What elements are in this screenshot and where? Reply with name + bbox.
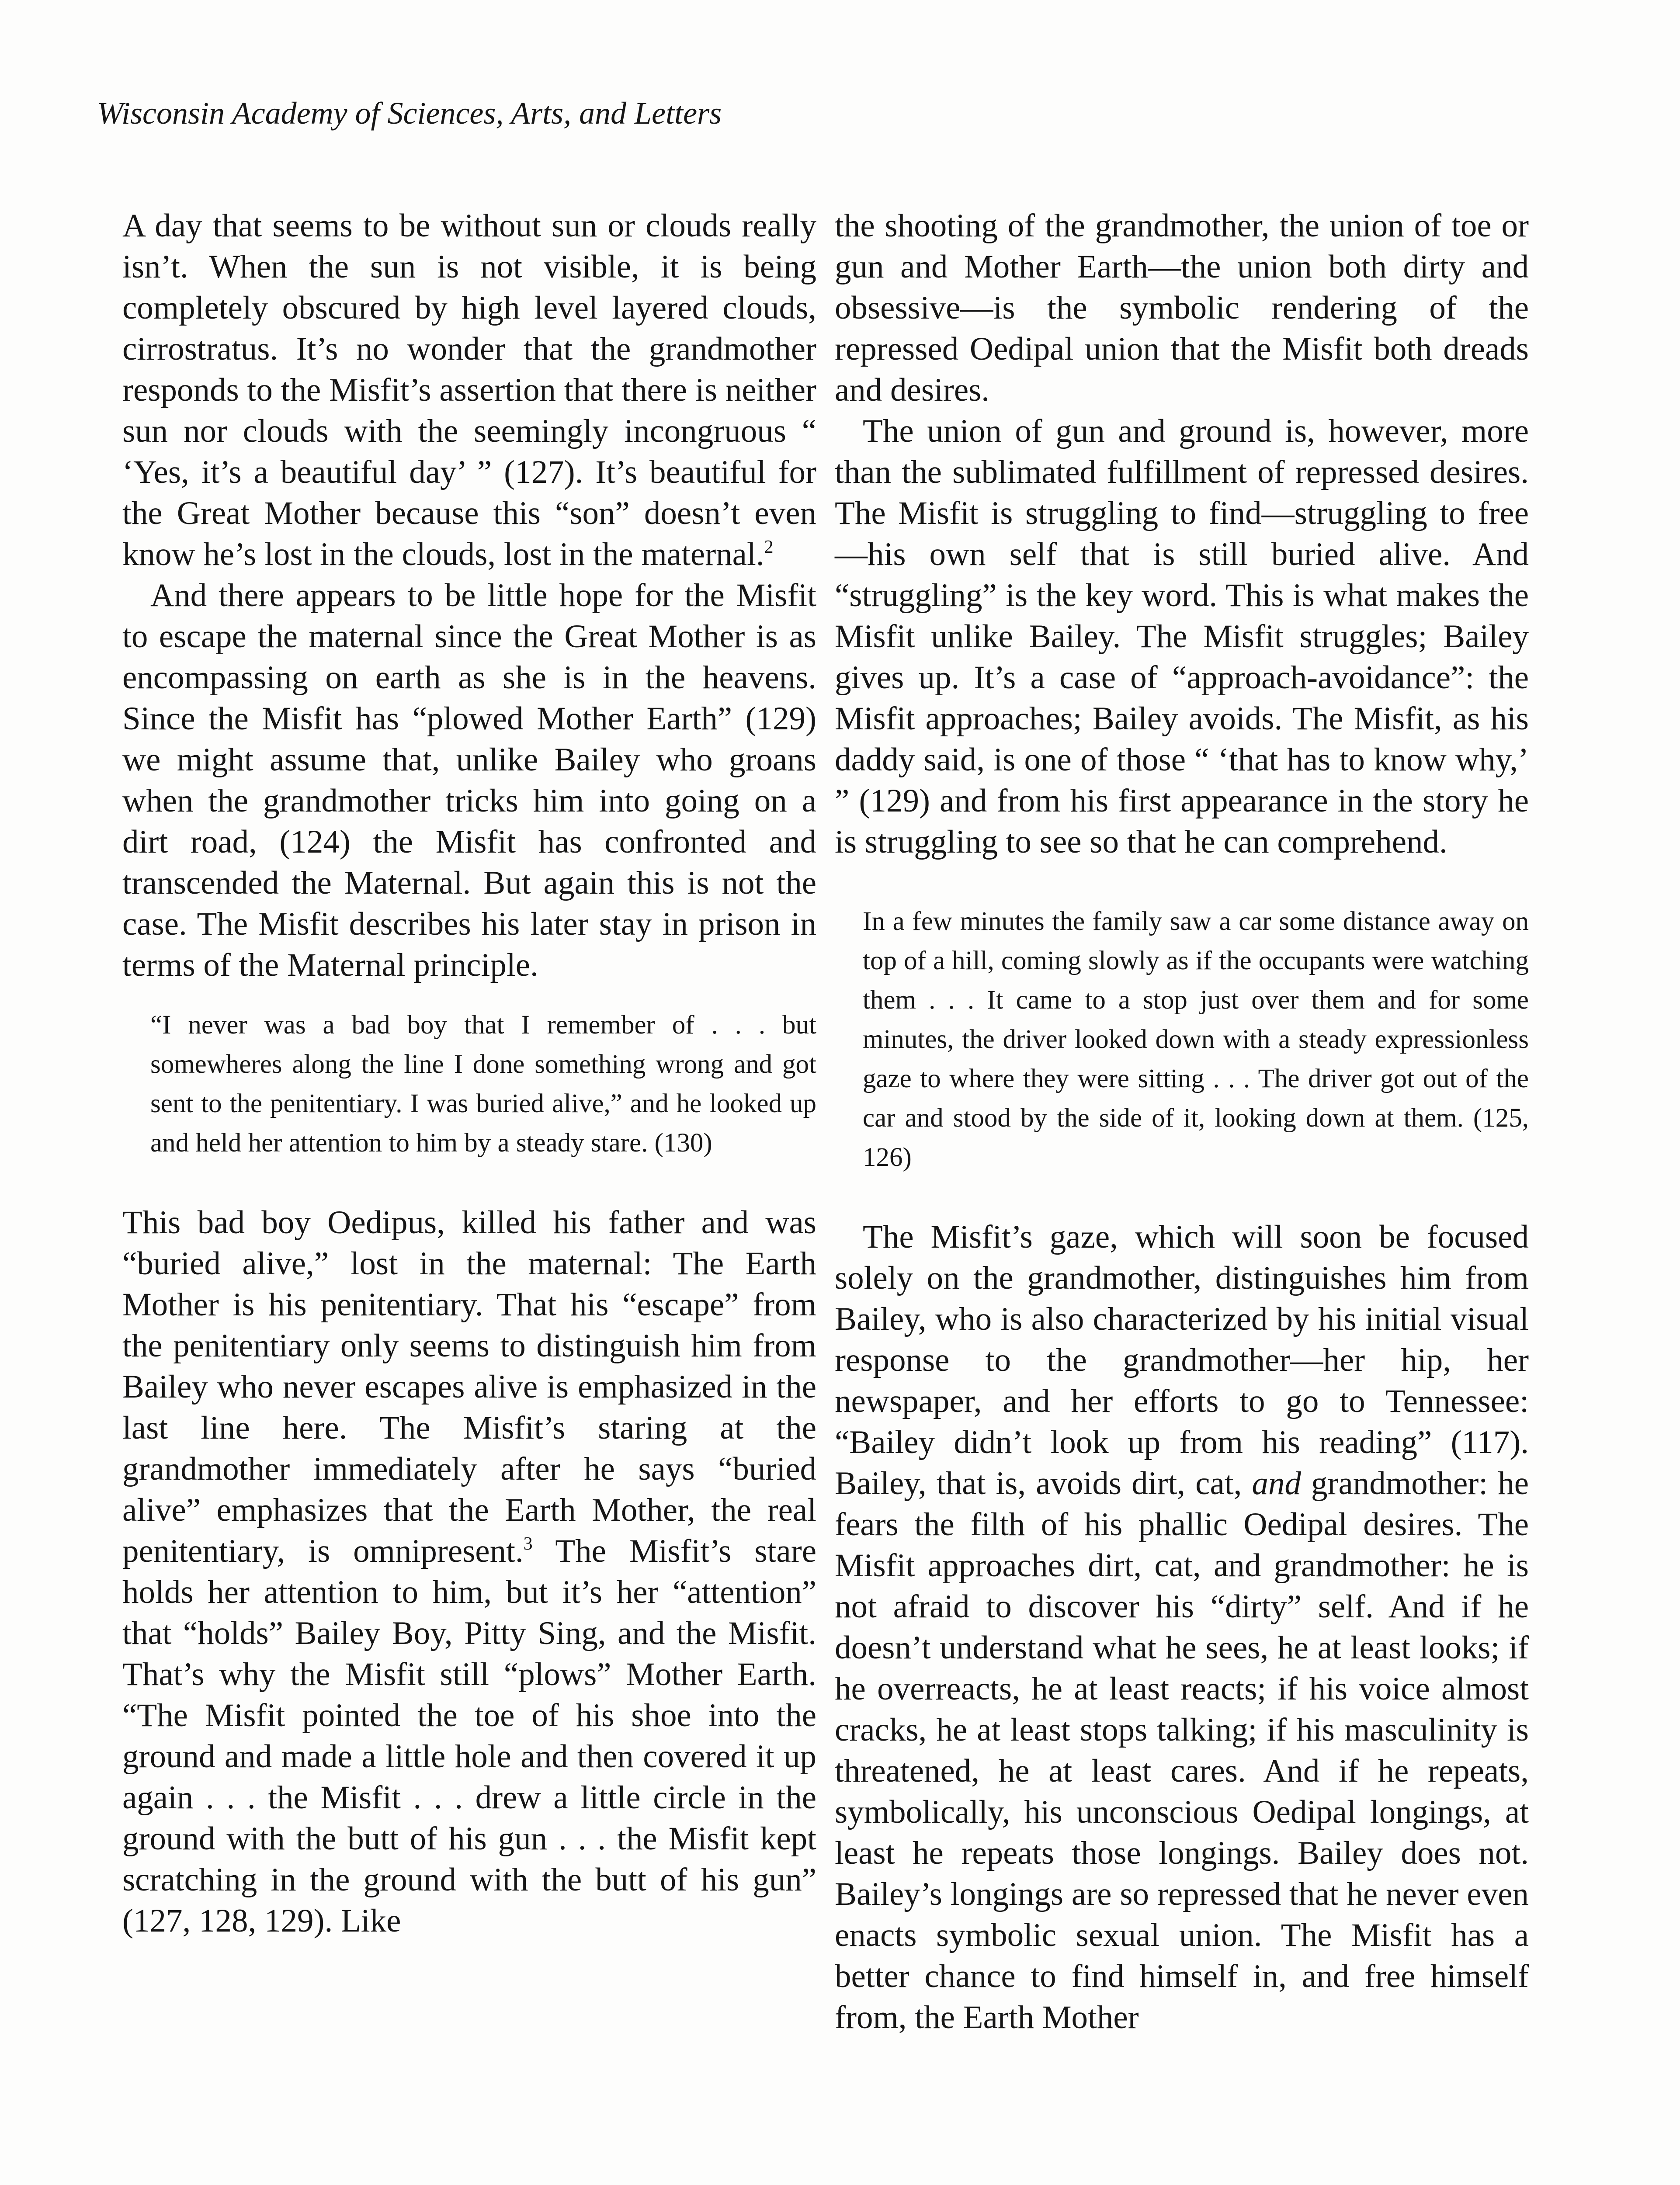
paragraph-text: grandmother: he fears the filth of his phallic Oedipal desires. The Misfit approaches dirt, cat, and grandmother: he is not afraid to discover his “dirty” self. And if he doesn’t understand what he sees, he at least looks; if he overreacts, he at least reacts; if his voice almost cracks, he at least stops talking; if his masculinity is threatened, he at least cares. And if he repeats, symbolically, his unconscious Oedipal longings, at least he repeats those longings. Bailey does not. Bailey’s longings are so repressed that he never even enacts symbolic sexual union. The Misfit has a better chance to find himself in, and free himself from, the Earth Mother bbox=[835, 1465, 1529, 2036]
paragraph bbox=[122, 1202, 816, 1942]
emphasis: and bbox=[1252, 1465, 1301, 1502]
paragraph-text: The Misfit’s stare holds her attention to him, but it’s her “attention” that “holds” Bailey Boy, Pitty Sing, and the Misfit. That’s why the Misfit still “plows” Mother Earth. “The Misfit pointed the toe of his shoe into the ground and made a little hole and then covered it up again . . . the Misfit . . . drew a little circle in the ground with the butt of his gun . . . the Misfit kept scratching in the ground with the butt of his gun” (127, 128, 129). Like bbox=[122, 1533, 816, 1939]
paragraph bbox=[122, 205, 816, 575]
paragraph-text: The Misfit’s gaze, which will soon be focused solely on the grandmother, distinguishes him from Bailey, who is also characterized by his initial visual response to the grandmother—her hip, her newspaper, and her efforts to go to Tennessee: “Bailey didn’t look up from his reading” (117). Bailey, that is, avoids dirt, cat, bbox=[835, 1219, 1529, 1502]
paragraph: The union of gun and ground is, however, more than the sublimated fulfillment of repressed desires. The Misfit is struggling to find—struggling to free—his own self that is still buried alive. And “struggling” is the key word. This is what makes the Misfit unlike Bailey. The Misfit struggles; Bailey gives up. It’s a case of “approach-avoidance”: the Misfit approaches; Bailey avoids. The Misfit, as his daddy said, is one of those “ ‘that has to know why,’ ” (129) and from his first appearance in the story he is struggling to see so that he can comprehend. bbox=[835, 413, 1529, 860]
paragraph: And there appears to be little hope for the Misfit to escape the maternal since the Great Mother is as encompassing on earth as she is in the heavens. Since the Misfit has “plowed Mother Earth” (129) we might assume that, unlike Bailey who groans when the grandmother tricks him into going on a dirt road, (124) the Misfit has confronted and transcended the Maternal. But again this is not the case. The Misfit describes his later stay in prison in terms of the Maternal principle. bbox=[122, 577, 816, 983]
block-quote: In a few minutes the family saw a car some distance away on top of a hill, coming slowly as if the occupants were watching them . . . It came to a stop just over them and for some minutes, the driver looked down with a steady expressionless gaze to where they were sitting . . . The driver got out of the car and stood by the side of it, looking down at them. (125, 126) bbox=[863, 907, 1529, 1172]
paragraph-text: A day that seems to be without sun or clouds really isn’t. When the sun is not visible, it is being completely obscured by high level layered clouds, cirrostratus. It’s no wonder that the grandmother responds to the Misfit’s assertion that there is neither sun nor clouds with the seemingly incongruous “ ‘Yes, it’s a beautiful day’ ” (127). It’s beautiful for the Great Mother because this “son” doesn’t even know he’s lost in the clouds, lost in the maternal. bbox=[122, 208, 816, 572]
paragraph: the shooting of the grandmother, the union of toe or gun and Mother Earth—the union both dirty and obsessive—is the symbolic rendering of the repressed Oedipal union that the Misfit both dreads and desires. bbox=[835, 208, 1529, 408]
left-column bbox=[122, 205, 816, 1942]
paragraph bbox=[835, 1217, 1529, 2038]
paragraph-text: This bad boy Oedipus, killed his father and was “buried alive,” lost in the maternal: The Earth Mother is his penitentiary. That his “escape” from the penitentiary only seems to distinguish him from Bailey who never escapes alive is emphasized in the last line here. The Misfit’s staring at the grandmother immediately after he says “buried alive” emphasizes that the Earth Mother, the real penitentiary, is omnipresent. bbox=[122, 1204, 816, 1569]
footnote-marker: 3 bbox=[523, 1534, 533, 1554]
running-head: Wisconsin Academy of Sciences, Arts, and Letters bbox=[97, 96, 722, 131]
footnote-marker: 2 bbox=[764, 537, 774, 557]
block-quote: “I never was a bad boy that I remember of . . . but somewheres along the line I done something wrong and got sent to the penitentiary. I was buried alive,” and he looked up and held her attention to him by a steady stare. (130) bbox=[150, 1010, 816, 1158]
right-column bbox=[835, 205, 1529, 2038]
